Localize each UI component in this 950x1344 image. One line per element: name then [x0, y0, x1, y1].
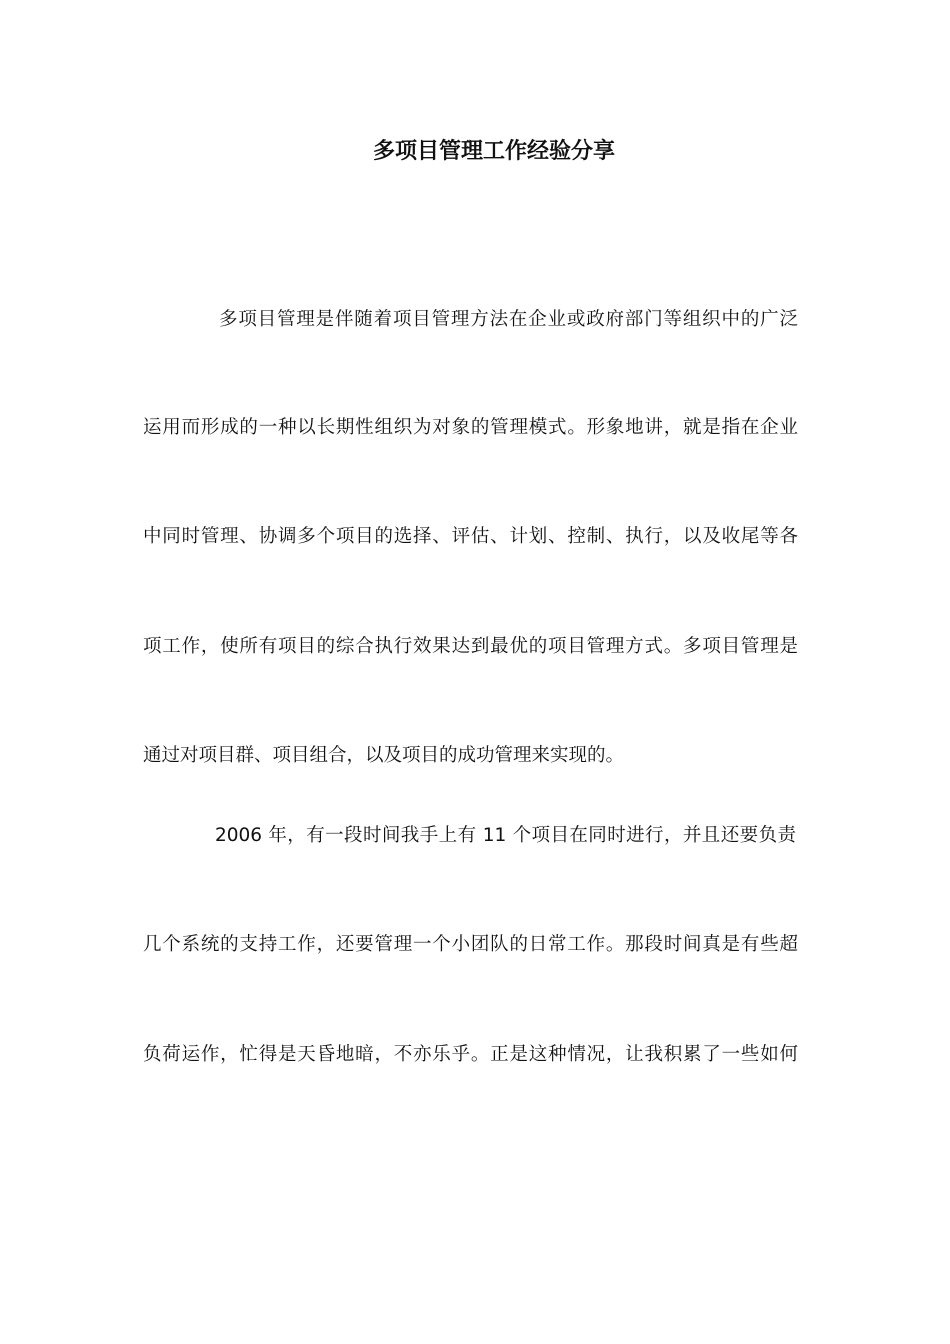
paragraph-2-line-3: 负荷运作，忙得是天昏地暗，不亦乐乎。正是这种情况，让我积累了一些如何 [143, 1044, 798, 1065]
paragraph-2-line-1: 2006 年，有一段时间我手上有 11 个项目在同时进行，并且还要负责 [215, 825, 796, 846]
paragraph-1-line-3: 中同时管理、协调多个项目的选择、评估、计划、控制、执行，以及收尾等各 [143, 526, 798, 547]
paragraph-1-line-4: 项工作，使所有项目的综合执行效果达到最优的项目管理方式。多项目管理是 [143, 636, 798, 657]
paragraph-2-line-2: 几个系统的支持工作，还要管理一个小团队的日常工作。那段时间真是有些超 [143, 934, 798, 955]
document-title: 多项目管理工作经验分享 [372, 139, 615, 164]
paragraph-1-line-1: 多项目管理是伴随着项目管理方法在企业或政府部门等组织中的广泛 [219, 309, 798, 330]
paragraph-1-line-2: 运用而形成的一种以长期性组织为对象的管理模式。形象地讲，就是指在企业 [143, 417, 798, 438]
paragraph-1-line-5: 通过对项目群、项目组合，以及项目的成功管理来实现的。 [143, 745, 625, 766]
